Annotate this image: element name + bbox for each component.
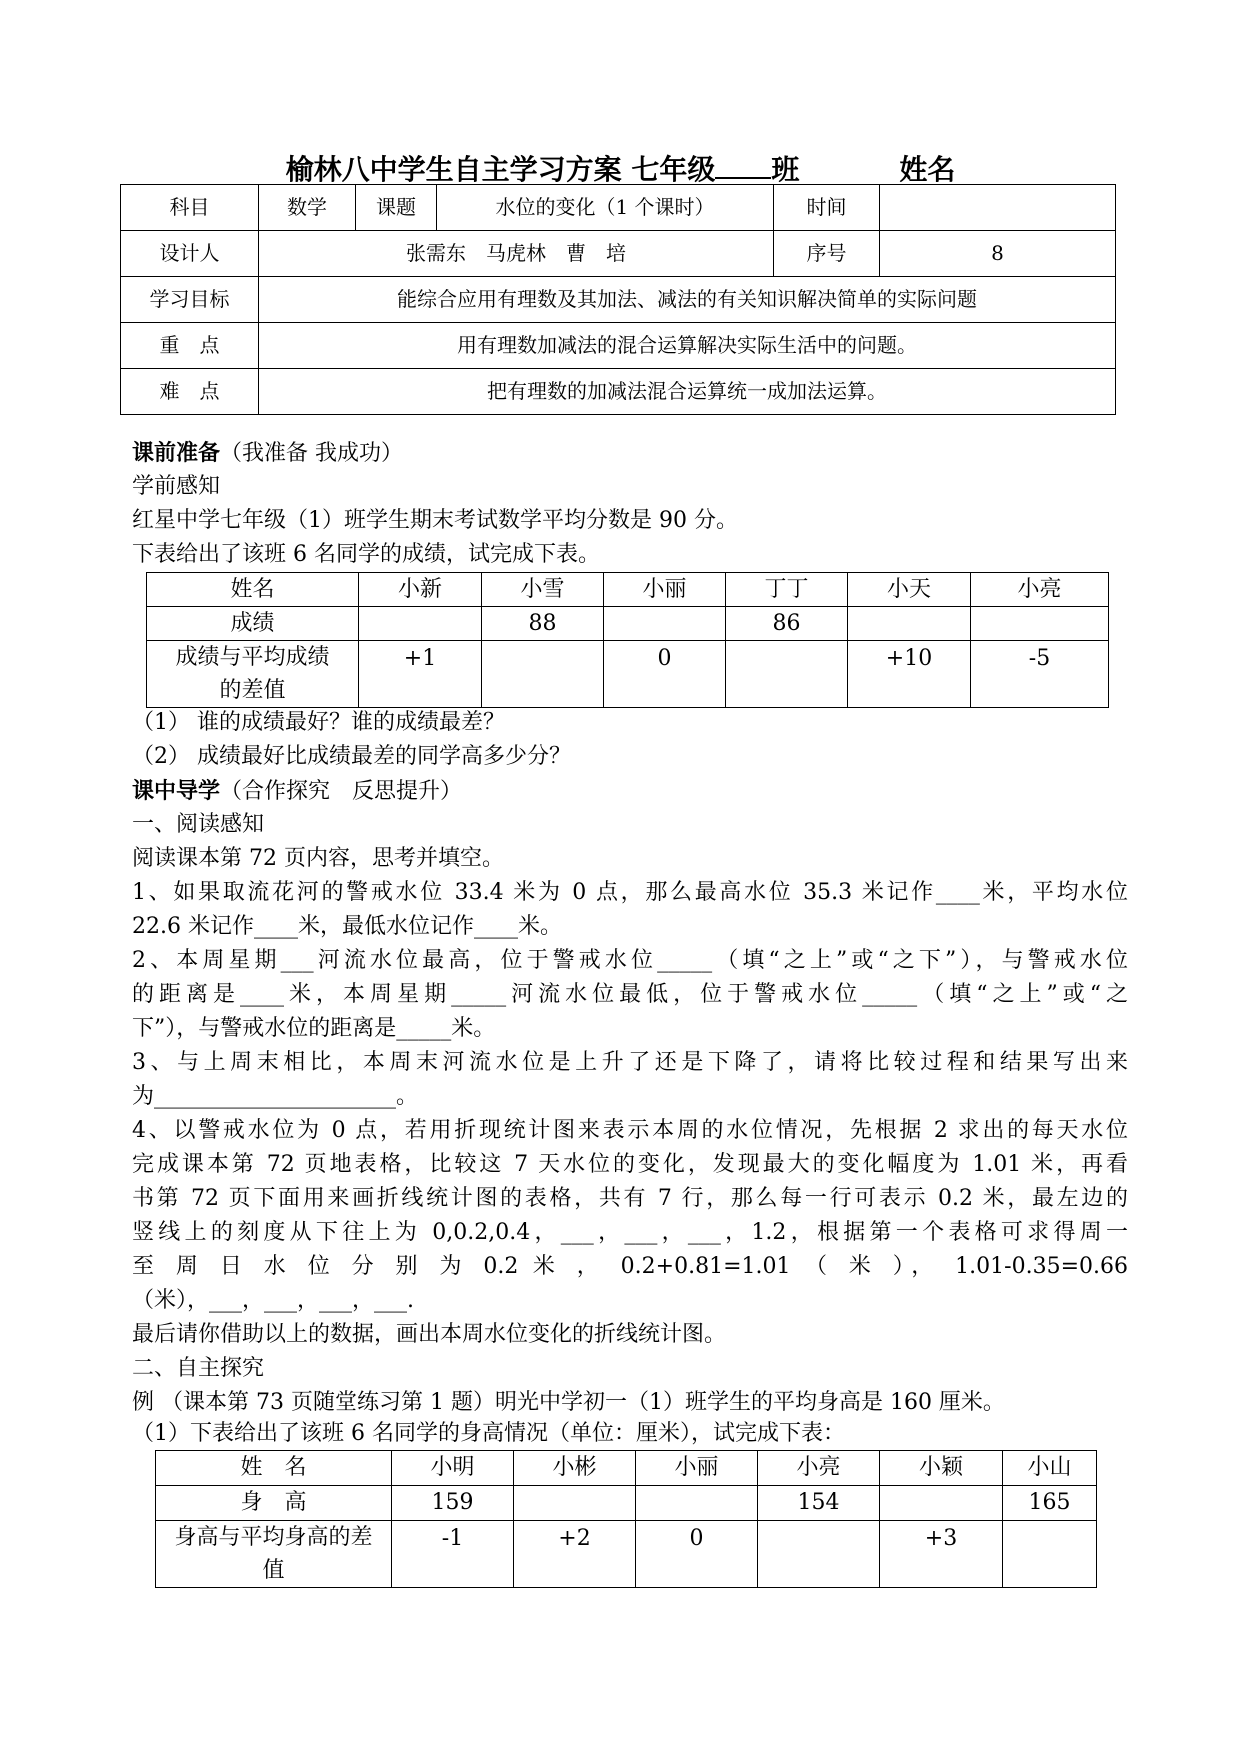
grades-header-cell: 小新 [359, 573, 482, 607]
table-row [147, 607, 1109, 641]
grades-diff-label-a: 成绩与平均成绩 [175, 645, 330, 670]
seq-label: 序号 [774, 231, 880, 277]
title-suffix: 班 [771, 153, 800, 186]
item-2a: 2、本周星期___河流水位最高，位于警戒水位_____（填“之上”或“之下”），与警戒水位 [132, 948, 1128, 973]
heights-cell [636, 1486, 758, 1521]
example-line: 例 （课本第 73 页随堂练习第 1 题）明光中学初一（1）班学生的平均身高是 160 厘米。 [132, 1390, 1005, 1415]
heights-cell: 0 [636, 1521, 758, 1588]
heights-header-cell: 小山 [1003, 1451, 1097, 1486]
designer-label: 设计人 [121, 231, 259, 277]
topic-value: 水位的变化（1 个课时） [437, 185, 774, 231]
key-value: 用有理数加减法的混合运算解决实际生活中的问题。 [259, 323, 1116, 369]
item-4a: 4、以警戒水位为 0 点，若用折现统计图来表示本周的水位情况，先根据 2 求出的每天水位 [132, 1118, 1128, 1143]
heights-header-cell: 小颖 [880, 1451, 1003, 1486]
section1-p2: 下表给出了该班 6 名同学的成绩，试完成下表。 [132, 542, 600, 567]
heights-cell [758, 1521, 880, 1588]
item-1b: 22.6 米记作____米，最低水位记作____米。 [132, 914, 562, 939]
question-1: （1） 谁的成绩最好？谁的成绩最差？ [132, 710, 505, 735]
time-value [880, 185, 1116, 231]
table-row [147, 641, 1109, 708]
section2-read: 阅读课本第 72 页内容，思考并填空。 [132, 846, 504, 871]
section1-sub: 学前感知 [132, 474, 221, 499]
header-row-subject [121, 185, 1116, 231]
grades-cell: 88 [482, 607, 604, 641]
item-3a: 3、与上周末相比，本周末河流水位是上升了还是下降了，请将比较过程和结果写出来 [132, 1050, 1128, 1075]
heights-diff-label-a: 身高与平均身高的差 [174, 1525, 373, 1550]
header-table [120, 184, 1116, 415]
heights-cell: +2 [514, 1521, 636, 1588]
grades-cell: 成绩 [147, 607, 359, 641]
grades-header-cell: 姓名 [147, 573, 359, 607]
table-row [147, 573, 1109, 607]
table-row [156, 1521, 1097, 1588]
grades-header-cell: 小雪 [482, 573, 604, 607]
grades-header-cell: 丁丁 [726, 573, 848, 607]
section2-sub1: 一、阅读感知 [132, 812, 265, 837]
grades-cell: 0 [604, 641, 726, 708]
heights-table [155, 1450, 1097, 1588]
heights-header-cell: 小亮 [758, 1451, 880, 1486]
grades-cell [482, 641, 604, 708]
section1-heading-bold: 课前准备 [132, 440, 221, 466]
item-4c: 书第 72 页下面用来画折线统计图的表格，共有 7 行，那么每一行可表示 0.2 米，最左边的 [132, 1186, 1128, 1211]
item-3b: 为______________________。 [132, 1084, 419, 1109]
heights-diff-label-b: 值 [262, 1558, 285, 1583]
header-row-difficulty [121, 369, 1116, 415]
time-label: 时间 [774, 185, 880, 231]
grades-diff-label-b: 的差值 [219, 678, 286, 703]
heights-header-cell: 小丽 [636, 1451, 758, 1486]
header-row-goal [121, 277, 1116, 323]
final-instruction: 最后请你借助以上的数据，画出本周水位变化的折线统计图。 [132, 1322, 727, 1347]
section2-heading [132, 774, 1128, 809]
heights-cell [514, 1486, 636, 1521]
key-label: 重 点 [121, 323, 259, 369]
grades-cell: +10 [848, 641, 971, 708]
heights-cell: -1 [392, 1521, 514, 1588]
goal-value: 能综合应用有理数及其加法、减法的有关知识解决简单的实际问题 [259, 277, 1116, 323]
class-blank [715, 151, 771, 179]
grades-cell [604, 607, 726, 641]
section2-sub2: 二、自主探究 [132, 1356, 265, 1381]
heights-cell: 154 [758, 1486, 880, 1521]
designer-value: 张需东 马虎林 曹 培 [259, 231, 774, 277]
item-1a: 1、如果取流花河的警戒水位 33.4 米为 0 点，那么最高水位 35.3 米记作____米，平均水位 [132, 880, 1128, 905]
section1-heading-rest: （我准备 我成功） [220, 441, 404, 466]
grades-cell: -5 [971, 641, 1109, 708]
grades-cell [848, 607, 971, 641]
grades-header-cell: 小丽 [604, 573, 726, 607]
item-4e: 至 周 日 水 位 分 别 为 0.2 米 ， 0.2+0.81=1.01 （ 米 ）， 1.01-0.35=0.66 [132, 1254, 1128, 1279]
heights-header-cell: 姓 名 [156, 1451, 392, 1486]
name-label: 姓名 [899, 153, 956, 186]
table-row [156, 1451, 1097, 1486]
question-2: （2） 成绩最好比成绩最差的同学高多少分？ [132, 744, 571, 769]
grades-cell: 86 [726, 607, 848, 641]
item-4b: 完成课本第 72 页地表格，比较这 7 天水位的变化，发现最大的变化幅度为 1.01 米，再看 [132, 1152, 1128, 1177]
heights-cell: 159 [392, 1486, 514, 1521]
heights-header-cell: 小明 [392, 1451, 514, 1486]
grades-cell [971, 607, 1109, 641]
grades-cell: +1 [359, 641, 482, 708]
heights-cell: 165 [1003, 1486, 1097, 1521]
grades-header-cell: 小亮 [971, 573, 1109, 607]
item-2b: 的距离是____米，本周星期_____河流水位最低，位于警戒水位_____（填“之上”或“之 [132, 982, 1128, 1007]
goal-label: 学习目标 [121, 277, 259, 323]
section2-heading-rest: （合作探究 反思提升） [220, 779, 463, 804]
item-4f: （米），___，___，___，___. [132, 1288, 414, 1313]
page-title [0, 148, 1241, 188]
heights-cell [1003, 1521, 1097, 1588]
grades-table [146, 572, 1109, 708]
subject-value: 数学 [259, 185, 356, 231]
heights-cell: +3 [880, 1521, 1003, 1588]
section1-heading [132, 436, 1128, 471]
table-row [156, 1486, 1097, 1521]
header-row-key [121, 323, 1116, 369]
item-2c: 下”），与警戒水位的距离是_____米。 [132, 1016, 496, 1041]
heights-header-cell: 小彬 [514, 1451, 636, 1486]
difficulty-value: 把有理数的加减法混合运算统一成加法运算。 [259, 369, 1116, 415]
section1-p1: 红星中学七年级（1）班学生期末考试数学平均分数是 90 分。 [132, 508, 738, 533]
grades-cell [359, 607, 482, 641]
grades-header-cell: 小天 [848, 573, 971, 607]
title-prefix: 榆林八中学生自主学习方案 七年级 [285, 153, 716, 186]
grades-cell [726, 641, 848, 708]
section2-heading-bold: 课中导学 [132, 778, 221, 804]
heights-cell: 身 高 [156, 1486, 392, 1521]
topic-label: 课题 [356, 185, 437, 231]
heights-diff-label [156, 1521, 392, 1588]
grades-diff-label [147, 641, 359, 708]
subject-label: 科目 [121, 185, 259, 231]
example-sub1: （1）下表给出了该班 6 名同学的身高情况（单位：厘米），试完成下表： [132, 1421, 845, 1446]
heights-cell [880, 1486, 1003, 1521]
item-4d: 竖线上的刻度从下往上为 0,0.2,0.4，___，___，___，1.2，根据第一个表格可求得周一 [132, 1220, 1128, 1245]
seq-value: 8 [880, 231, 1116, 277]
difficulty-label: 难 点 [121, 369, 259, 415]
header-row-designer [121, 231, 1116, 277]
